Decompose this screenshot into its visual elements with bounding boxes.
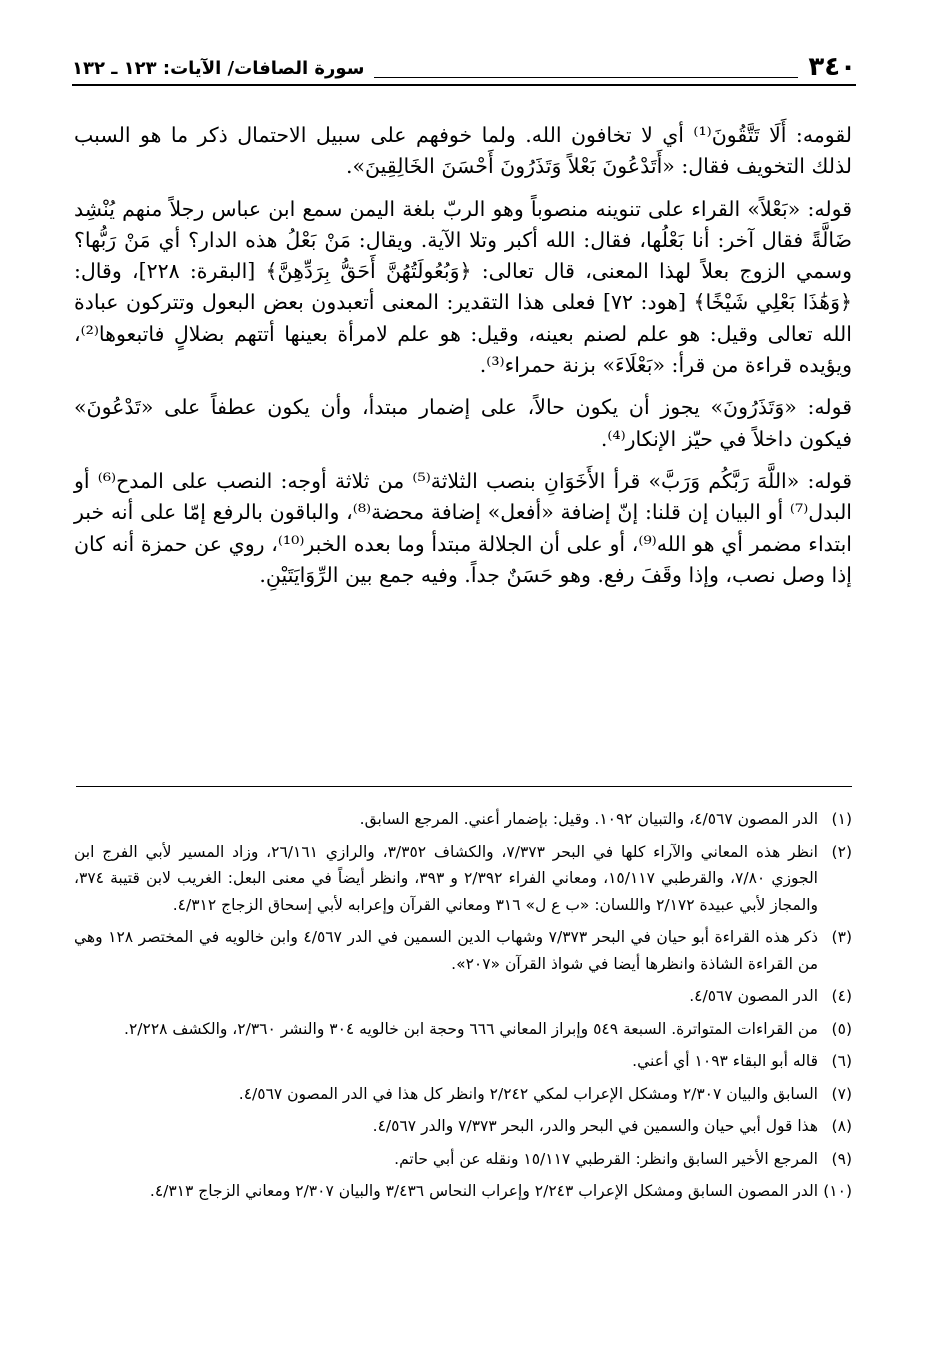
footnote — [74, 1113, 852, 1140]
footnote-text: الدر المصون السابق ومشكل الإعراب ٢/٢٤٣ وإعراب النحاس ٣/٤٣٦ والبيان ٢/٣٠٧ ومعاني الزجاج ٤/٣١٣. — [149, 1182, 818, 1200]
footnote-text: الدر المصون ٤/٥٦٧، والتبيان ١٠٩٢. وقيل: بإضمار أعني. المرجع السابق. — [359, 810, 818, 828]
footnote — [74, 1146, 852, 1173]
paragraph: قوله: «بَعْلاً» القراء على تنوينه منصوباً وهو الربّ بلغة اليمن سمع ابن عباس رجلاً منهم يُنْشِد ضَالَّةً فقال آخر: أنا بَعْلُها، فقال: الله أكبر وتلا الآية. ويقال: مَنْ بَعْلُ هذه الدار؟ أي مَنْ رَبُّها؟ وسمي الزوج بعلاً لهذا المعنى، قال تعالى: ﴿وَبُعُولَتُهُنَّ أَحَقُّ بِرَدِّهِنَّ﴾ [البقرة: ٢٢٨]، وقال: ﴿وَهَٰذَا بَعْلِي شَيْخًا﴾ [هود: ٧٢] فعلى هذا التقدير: المعنى أتعبدون بعض البعول وتتركون عبادة الله تعالى وقيل: هو علم لصنم بعينه، وقيل: هو علم لامرأة بعينها أتتهم بضلالٍ فاتبعوها⁽²⁾، ويؤيده قراءة من قرأ: «بَعْلَاءَ» بزنة حمراء⁽³⁾. — [74, 196, 853, 378]
footnote — [74, 1048, 852, 1075]
header-rule — [374, 77, 798, 78]
footnote-number: (٩) — [831, 1149, 852, 1168]
footnote-text: ذكر هذه القراءة أبو حيان في البحر ٧/٣٧٣ وشهاب الدين السمين في الدر ٤/٥٦٧ وابن خالويه في المختصر ١٢٨ وهي من القراءة الشاذة وانظرها أيضا في شواذ القرآن «٢٠٧». — [74, 928, 818, 973]
footnote-number: (١٠) — [823, 1182, 852, 1200]
footnote-number: (٦) — [831, 1052, 852, 1070]
footnote — [74, 839, 852, 919]
footnote-number: (٥) — [831, 1019, 852, 1038]
footnote-text: هذا قول أبي حيان والسمين في البحر والدر، البحر ٧/٣٧٣ والدر ٤/٥٦٧. — [372, 1117, 818, 1135]
footnote-text: المرجع الأخير السابق وانظر: القرطبي ١٥/١١٧ ونقله عن أبي حاتم. — [394, 1149, 818, 1168]
footnote-text: قاله أبو البقاء ١٠٩٣ أي أعني. — [632, 1052, 818, 1070]
page-number: ٣٤٠ — [808, 52, 856, 82]
paragraph: قوله: «اللَّهَ رَبَّكُم وَرَبَّ» قرأ الأَخَوَانِ بنصب الثلاثة⁽⁵⁾ من ثلاثة أوجه: النصب على المدح⁽⁶⁾ أو البدل⁽⁷⁾ أو البيان إن قلنا: إنّ إضافة «أفعل» إضافة محضة⁽⁸⁾، والباقون بالرفع إمّا على أنه خبر ابتداء مضمر أي هو الله⁽⁹⁾، أو على أن الجلالة مبتدأ وما بعده الخبر⁽¹⁰⁾، روي عن حمزة أنه كان إذا وصل نصب، وإذا وقَفَ رفع. وهو حَسَنٌ جداً. وفيه جمع بين الرِّوَايَتَيْنِ. — [74, 468, 853, 587]
footnote-text: من القراءات المتواترة. السبعة ٥٤٩ وإبراز المعاني ٦٦٦ وحجة ابن خالويه ٣٠٤ والنشر ٢/٣٦٠، والكشف ٢/٢٢٨. — [124, 1019, 818, 1038]
footnote-text: السابق والبيان ٢/٣٠٧ ومشكل الإعراب لمكي ٢/٢٤٢ وانظر كل هذا في الدر المصون ٤/٥٦٧. — [238, 1084, 818, 1103]
footnote-number: (١) — [831, 810, 852, 828]
footnote-number: (٤) — [831, 987, 852, 1005]
footnotes — [74, 806, 852, 1211]
running-title: سورة الصافات/ الآيات: ١٢٣ ـ ١٣٢ — [72, 58, 365, 79]
footnote-text: انظر هذه المعاني والآراء كلها في البحر ٧/٣٧٣، والكشاف ٣/٣٥٢، والرازي ٢٦/١٦١، وزاد المسير لأبي الفرج ابن الجوزي ٧/٨٠، والقرطبي ١٥/١١٧، ومعاني الفراء ٢/٣٩٢ و ٣٩٣، وانظر أيضاً في معنى البعل: الغريب لابن قتيبة ٣٧٤، والمجاز لأبي عبيدة ٢/١٧٢ واللسان: «ب ع ل» ٣١٦ ومعاني القرآن وإعرابه لأبي إسحاق الزجاج ٤/٣١٢. — [74, 842, 818, 914]
paragraph: قوله: «وَتَذَرُونَ» يجوز أن يكون حالاً، على إضمار مبتدأ، وأن يكون عطفاً على «تَدْعُونَ» فيكون داخلاً في حيّز الإنكار⁽⁴⁾. — [74, 395, 852, 451]
footnote — [74, 1178, 852, 1205]
paragraph: لقومه: أَلَا تَتَّقُونَ⁽¹⁾ أي لا تخافون الله. ولما خوفهم على سبيل الاحتمال ذكر ما هو السبب لذلك التخويف فقال: «أَتَدْعُونَ بَعْلاً وَتَذَرُونَ أَحْسَنَ الخَالِقِينَ». — [74, 123, 852, 179]
footnote — [74, 924, 852, 977]
footnote-number: (٢) — [831, 842, 852, 861]
footnote — [74, 1016, 852, 1043]
page-header — [72, 52, 856, 86]
footnote — [74, 806, 852, 833]
main-text — [74, 120, 852, 591]
footnote-text: الدر المصون ٤/٥٦٧. — [689, 987, 818, 1005]
footnote — [74, 983, 852, 1010]
footnote-separator — [76, 786, 852, 787]
footnote-number: (٨) — [831, 1117, 852, 1135]
footnote-number: (٣) — [831, 928, 852, 946]
footnote — [74, 1081, 852, 1108]
footnote-number: (٧) — [831, 1084, 852, 1103]
